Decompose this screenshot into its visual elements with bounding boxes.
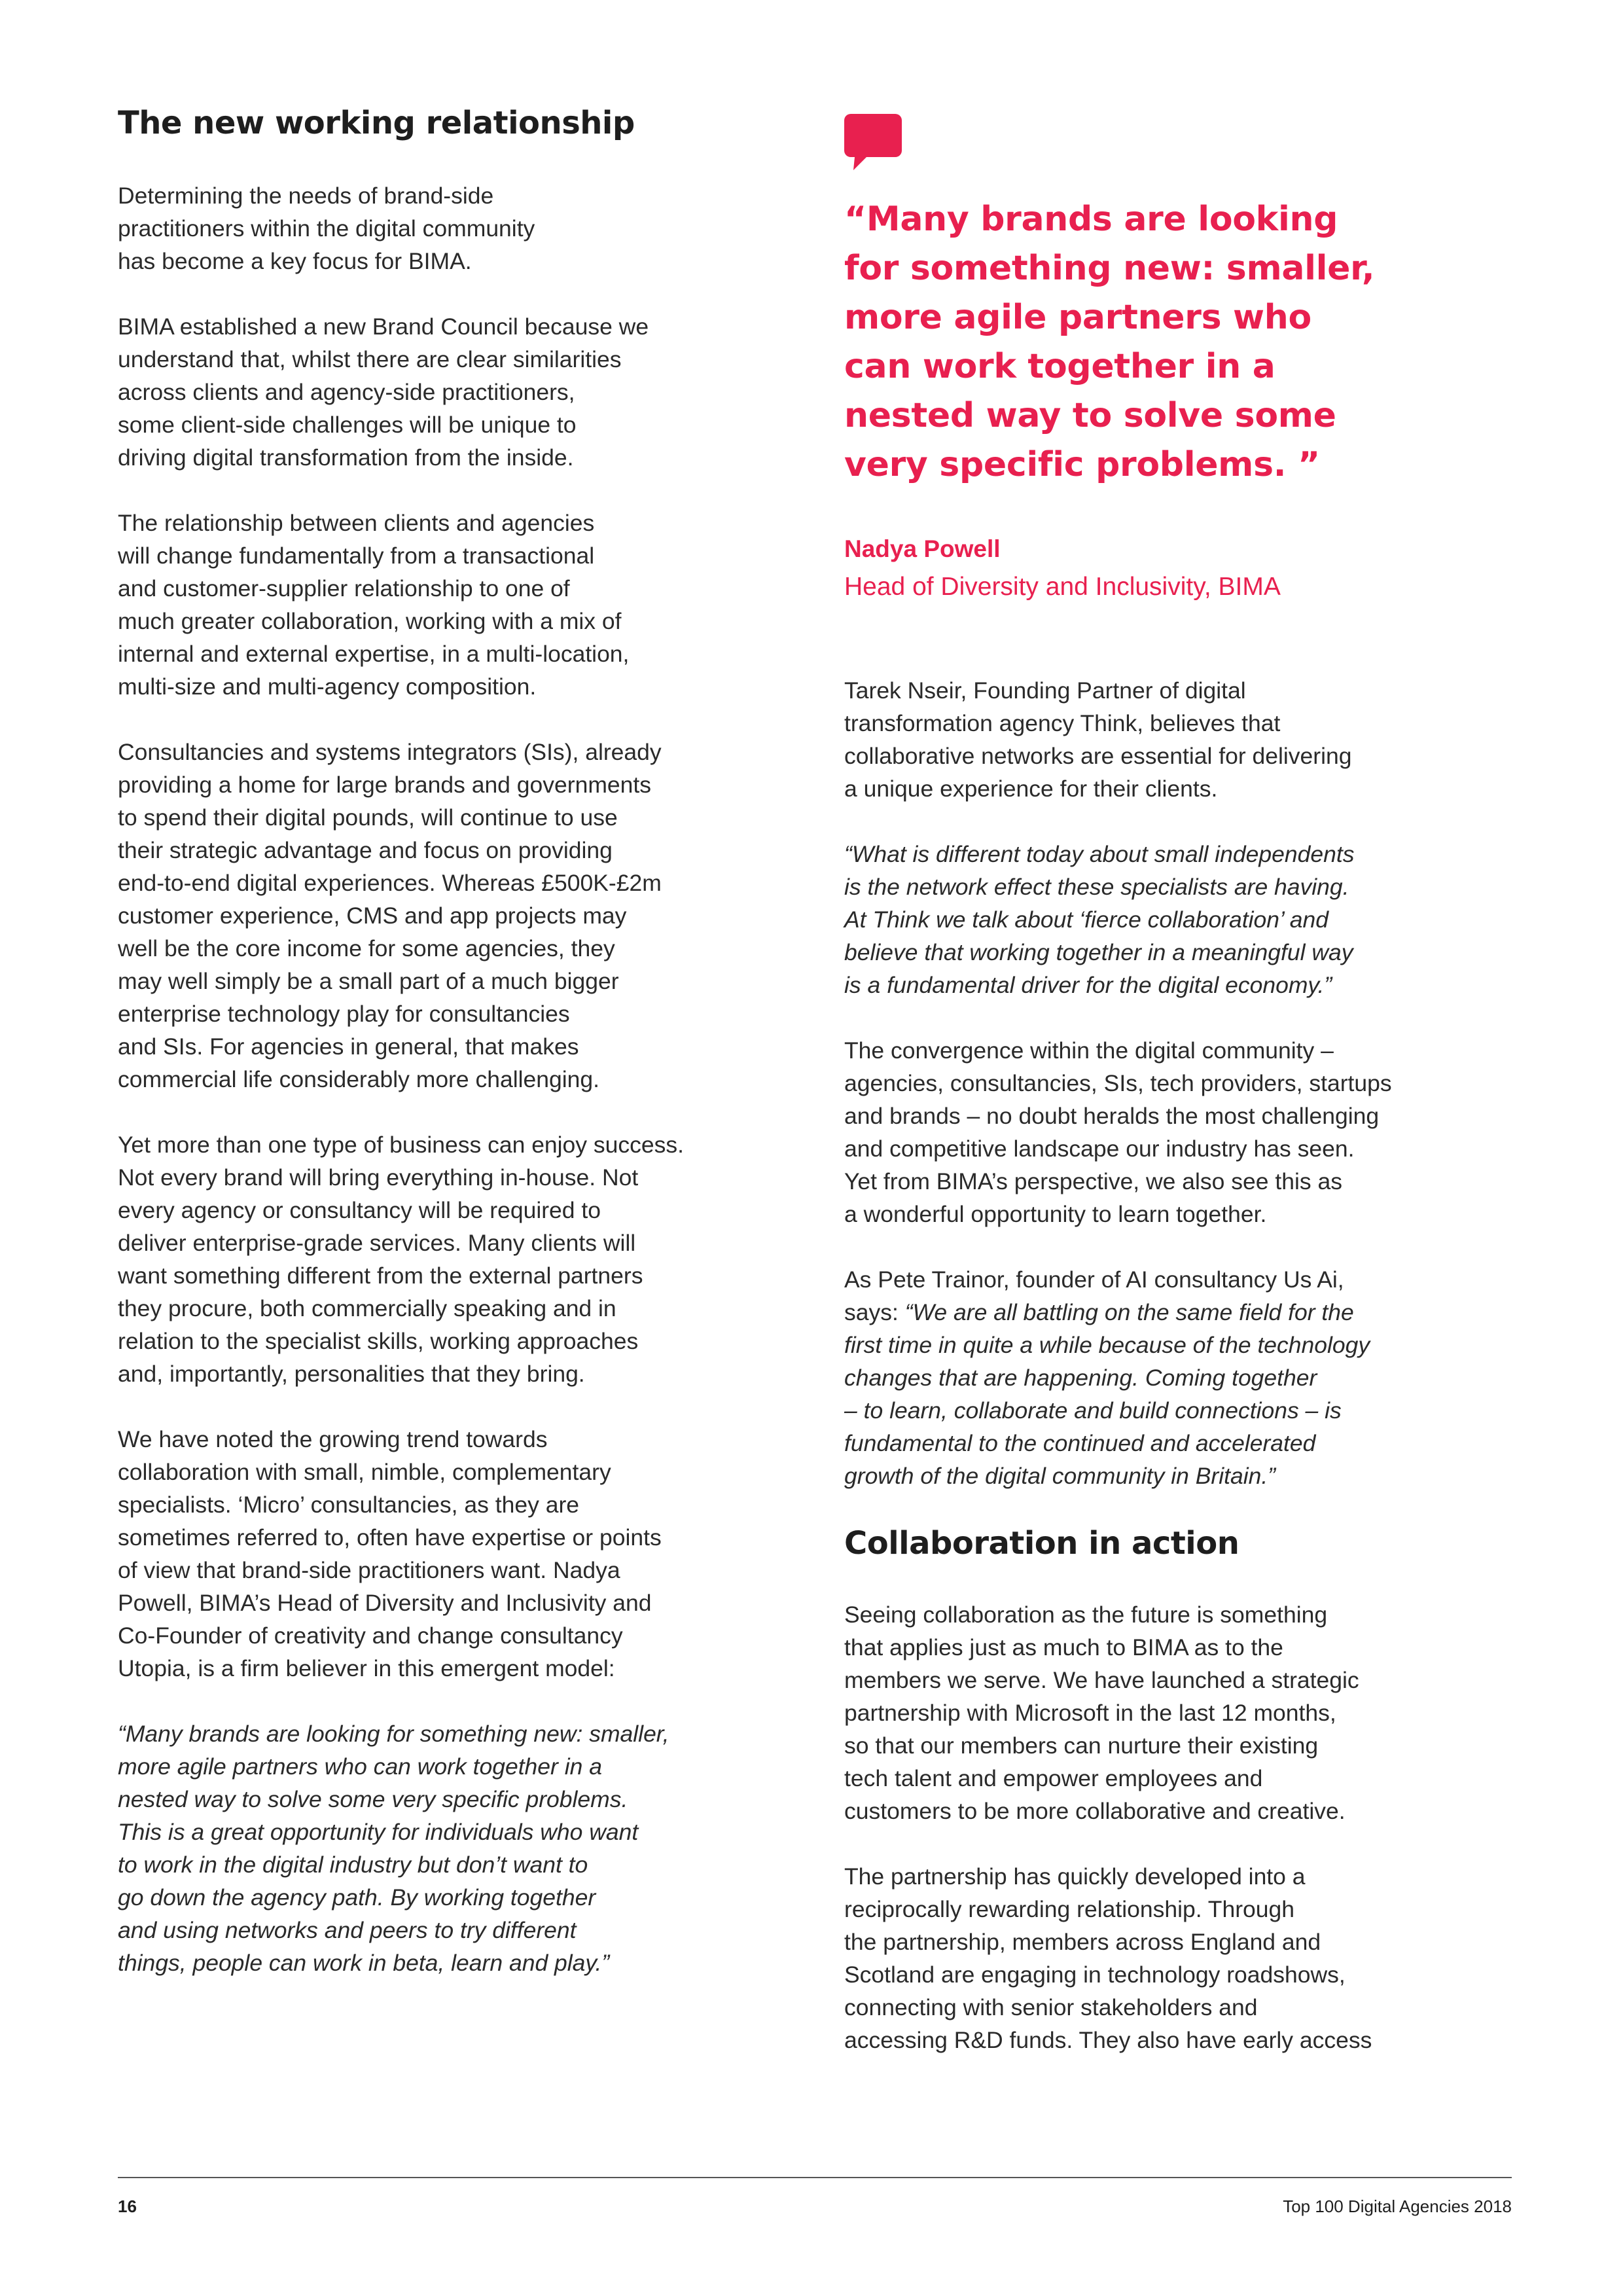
- body-paragraph: The convergence within the digital community – agencies, consultancies, SIs, tech providers, startups and brands – no doubt heralds the most challenging and competitive landscape our industry has seen. Yet from BIMA’s perspective, we also see this as a wonderful opportunity to learn together.: [844, 1037, 1392, 1227]
- body-paragraph: Seeing collaboration as the future is something that applies just as much to BIMA as to the members we serve. We have launched a strategic partnership with Microsoft in the last 12 months, so that our members can nurture their existing tech talent and empower employees and customers to be more collaborative and creative.: [844, 1601, 1359, 1824]
- body-paragraph: Yet more than one type of business can enjoy success. Not every brand will bring everything in-house. Not every agency or consultancy will be required to deliver enterprise-grade services. Many clients will want something different from the external partners they procure, both commercially speaking and in relation to the specialist skills, working approaches and, importantly, personalities that they bring.: [118, 1131, 685, 1387]
- section-heading: Collaboration in action: [844, 1525, 1240, 1562]
- page-number: 16: [118, 2197, 137, 2216]
- body-paragraph: We have noted the growing trend towards collaboration with small, nimble, complementary specialists. ‘Micro’ consultancies, as they are sometimes referred to, often have expertise or points of view that brand-side practitioners want. Nadya Powell, BIMA’s Head of Diversity and Inclusivity and Co-Founder of creativity and change consultancy Utopia, is a firm believer in this emergent model:: [118, 1426, 662, 1681]
- body-paragraph: Tarek Nseir, Founding Partner of digital transformation agency Think, believes that collaborative networks are essential for delivering a unique experience for their clients.: [844, 677, 1352, 802]
- speech-bubble-icon: [844, 114, 902, 170]
- quote-attribution-name: Nadya Powell: [844, 535, 1001, 562]
- body-paragraph: Determining the needs of brand-side practitioners within the digital community has become a key focus for BIMA.: [118, 182, 535, 274]
- footer-divider: [118, 2177, 1512, 2178]
- quote-intro: As Pete Trainor, founder of AI consultancy Us Ai, says:: [844, 1266, 1344, 1325]
- quote-paragraph: “Many brands are looking for something new: smaller, more agile partners who can work together in a nested way to solve some very specific problems. This is a great opportunity for individuals who want to work in the digital industry but don’t want to go down the agency path. By working together and using networks and peers to try different things, people can work in beta, learn and play.”: [118, 1720, 669, 1976]
- body-paragraph: Consultancies and systems integrators (SIs), already providing a home for large brands and governments to spend their digital pounds, will continue to use their strategic advantage and focus on providing end-to-end digital experiences. Whereas £500K-£2m customer experience, CMS and app projects may well be the core income for some agencies, they may well simply be a small part of a much bigger enterprise technology play for consultancies and SIs. For agencies in general, that makes commercial life considerably more challenging.: [118, 738, 662, 1092]
- body-paragraph: BIMA established a new Brand Council because we understand that, whilst there are clear similarities across clients and agency-side practitioners, some client-side challenges will be unique to driving digital transformation from the inside.: [118, 313, 649, 471]
- right-column: [844, 105, 1505, 2089]
- body-paragraph: The relationship between clients and agencies will change fundamentally from a transactional and customer-supplier relationship to one of much greater collaboration, working with a mix of internal and external expertise, in a multi-location, multi-size and multi-agency composition.: [118, 509, 630, 700]
- section-heading: The new working relationship: [118, 105, 635, 141]
- body-paragraph: [844, 1263, 1505, 1492]
- inline-quote: “We are all battling on the same field for the first time in quite a while because of the technology changes that are happening. Coming together – to learn, collaborate and build connections – is fundamental to the continued and accelerated growth of the digital community in Britain.”: [844, 1299, 1370, 1489]
- quote-paragraph: “What is different today about small independents is the network effect these specialists are having. At Think we talk about ‘fierce collaboration’ and believe that working together in a meaningful way is a fundamental driver for the digital economy.”: [844, 841, 1355, 998]
- pull-quote: “Many brands are looking for something new: smaller, more agile partners who can work together in a nested way to solve some very specific problems. ”: [844, 200, 1375, 484]
- body-paragraph: The partnership has quickly developed into a reciprocally rewarding relationship. Through the partnership, members across England and Scotland are engaging in technology roadshows, connecting with senior stakeholders and accessing R&D funds. They also have early access: [844, 1863, 1372, 2053]
- left-column: [118, 105, 785, 2012]
- quote-attribution-title: Head of Diversity and Inclusivity, BIMA: [844, 573, 1281, 601]
- publication-title: Top 100 Digital Agencies 2018: [1283, 2197, 1512, 2216]
